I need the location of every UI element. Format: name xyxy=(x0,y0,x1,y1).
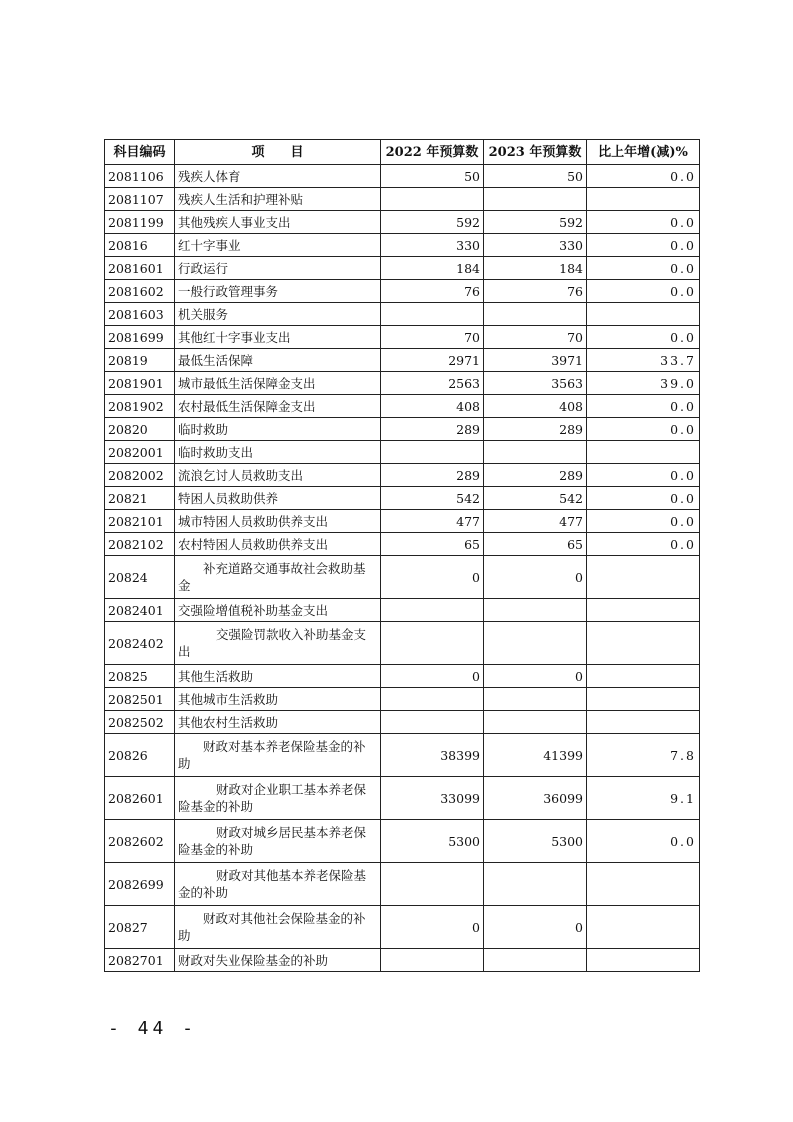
budget-2022 xyxy=(381,622,484,665)
table-row xyxy=(105,665,700,688)
budget-2023: 408 xyxy=(484,395,587,418)
change-percent xyxy=(587,303,700,326)
item-name: 交强险罚款收入补助基金支出 xyxy=(175,622,381,665)
budget-2023: 477 xyxy=(484,510,587,533)
change-percent xyxy=(587,441,700,464)
header-change-percent: 比上年增(减)% xyxy=(587,140,700,165)
table-row xyxy=(105,326,700,349)
change-percent xyxy=(587,711,700,734)
change-percent: 0.0 xyxy=(587,510,700,533)
subject-code: 20826 xyxy=(105,734,175,777)
change-percent: 0.0 xyxy=(587,418,700,441)
budget-2022: 408 xyxy=(381,395,484,418)
subject-code: 2081106 xyxy=(105,165,175,188)
budget-2023: 3971 xyxy=(484,349,587,372)
budget-2023: 3563 xyxy=(484,372,587,395)
item-name: 财政对企业职工基本养老保险基金的补助 xyxy=(175,777,381,820)
budget-2023: 330 xyxy=(484,234,587,257)
table-row xyxy=(105,395,700,418)
subject-code: 2081199 xyxy=(105,211,175,234)
table-row xyxy=(105,234,700,257)
budget-2022 xyxy=(381,949,484,972)
item-name: 农村最低生活保障金支出 xyxy=(175,395,381,418)
subject-code: 20821 xyxy=(105,487,175,510)
change-percent xyxy=(587,949,700,972)
item-name: 补充道路交通事故社会救助基金 xyxy=(175,556,381,599)
budget-2023 xyxy=(484,688,587,711)
budget-2022: 542 xyxy=(381,487,484,510)
table-header-row xyxy=(105,140,700,165)
item-name: 残疾人体育 xyxy=(175,165,381,188)
budget-2022: 38399 xyxy=(381,734,484,777)
subject-code: 2081107 xyxy=(105,188,175,211)
table-row xyxy=(105,556,700,599)
subject-code: 20816 xyxy=(105,234,175,257)
item-name: 农村特困人员救助供养支出 xyxy=(175,533,381,556)
budget-2022: 76 xyxy=(381,280,484,303)
subject-code: 2082602 xyxy=(105,820,175,863)
table-row xyxy=(105,487,700,510)
table-row xyxy=(105,688,700,711)
subject-code: 2082102 xyxy=(105,533,175,556)
change-percent xyxy=(587,622,700,665)
item-name: 临时救助支出 xyxy=(175,441,381,464)
budget-2023: 0 xyxy=(484,556,587,599)
budget-2022: 289 xyxy=(381,418,484,441)
item-name: 流浪乞讨人员救助支出 xyxy=(175,464,381,487)
budget-2023: 592 xyxy=(484,211,587,234)
item-name: 财政对其他社会保险基金的补助 xyxy=(175,906,381,949)
budget-2023: 0 xyxy=(484,665,587,688)
table-row xyxy=(105,372,700,395)
budget-2023 xyxy=(484,949,587,972)
change-percent: 0.0 xyxy=(587,165,700,188)
budget-2023: 36099 xyxy=(484,777,587,820)
table-row xyxy=(105,599,700,622)
item-name: 财政对城乡居民基本养老保险基金的补助 xyxy=(175,820,381,863)
subject-code: 2081601 xyxy=(105,257,175,280)
table-row xyxy=(105,711,700,734)
change-percent: 0.0 xyxy=(587,820,700,863)
item-name: 残疾人生活和护理补贴 xyxy=(175,188,381,211)
change-percent: 7.8 xyxy=(587,734,700,777)
change-percent xyxy=(587,688,700,711)
subject-code: 2082002 xyxy=(105,464,175,487)
change-percent: 0.0 xyxy=(587,487,700,510)
change-percent: 9.1 xyxy=(587,777,700,820)
item-name: 其他生活救助 xyxy=(175,665,381,688)
change-percent: 0.0 xyxy=(587,326,700,349)
change-percent xyxy=(587,863,700,906)
change-percent: 33.7 xyxy=(587,349,700,372)
change-percent: 0.0 xyxy=(587,464,700,487)
table-row xyxy=(105,257,700,280)
item-name: 机关服务 xyxy=(175,303,381,326)
table-row xyxy=(105,441,700,464)
subject-code: 20827 xyxy=(105,906,175,949)
budget-2023: 70 xyxy=(484,326,587,349)
table-row xyxy=(105,211,700,234)
item-name: 最低生活保障 xyxy=(175,349,381,372)
subject-code: 20820 xyxy=(105,418,175,441)
change-percent xyxy=(587,188,700,211)
table-row xyxy=(105,533,700,556)
subject-code: 2081902 xyxy=(105,395,175,418)
subject-code: 2082401 xyxy=(105,599,175,622)
budget-2022: 2971 xyxy=(381,349,484,372)
item-name: 财政对其他基本养老保险基金的补助 xyxy=(175,863,381,906)
table-row xyxy=(105,863,700,906)
subject-code: 2081603 xyxy=(105,303,175,326)
budget-2022 xyxy=(381,599,484,622)
subject-code: 2081699 xyxy=(105,326,175,349)
subject-code: 2082701 xyxy=(105,949,175,972)
budget-2023 xyxy=(484,863,587,906)
budget-2022: 33099 xyxy=(381,777,484,820)
subject-code: 2081602 xyxy=(105,280,175,303)
budget-2022: 65 xyxy=(381,533,484,556)
page-number: - 44 - xyxy=(108,1018,198,1039)
budget-2022: 184 xyxy=(381,257,484,280)
table-row xyxy=(105,165,700,188)
subject-code: 2081901 xyxy=(105,372,175,395)
table-row xyxy=(105,734,700,777)
header-budget-2023: 2023 年预算数 xyxy=(484,140,587,165)
change-percent xyxy=(587,556,700,599)
table-row xyxy=(105,949,700,972)
budget-2023 xyxy=(484,622,587,665)
budget-2022 xyxy=(381,711,484,734)
table-row xyxy=(105,510,700,533)
change-percent xyxy=(587,599,700,622)
budget-2022: 0 xyxy=(381,665,484,688)
table-row xyxy=(105,280,700,303)
item-name: 交强险增值税补助基金支出 xyxy=(175,599,381,622)
budget-2022 xyxy=(381,303,484,326)
item-name: 其他农村生活救助 xyxy=(175,711,381,734)
budget-2023: 0 xyxy=(484,906,587,949)
change-percent: 0.0 xyxy=(587,257,700,280)
budget-2023: 5300 xyxy=(484,820,587,863)
budget-2022: 50 xyxy=(381,165,484,188)
change-percent xyxy=(587,906,700,949)
item-name: 行政运行 xyxy=(175,257,381,280)
budget-2023: 542 xyxy=(484,487,587,510)
table-row xyxy=(105,777,700,820)
budget-2023: 76 xyxy=(484,280,587,303)
budget-2023: 50 xyxy=(484,165,587,188)
change-percent: 0.0 xyxy=(587,280,700,303)
subject-code: 2082402 xyxy=(105,622,175,665)
item-name: 红十字事业 xyxy=(175,234,381,257)
subject-code: 20825 xyxy=(105,665,175,688)
table-row xyxy=(105,622,700,665)
table-row xyxy=(105,349,700,372)
change-percent: 0.0 xyxy=(587,211,700,234)
table-row xyxy=(105,303,700,326)
change-percent: 0.0 xyxy=(587,533,700,556)
table-row xyxy=(105,464,700,487)
header-budget-2022: 2022 年预算数 xyxy=(381,140,484,165)
budget-2022: 70 xyxy=(381,326,484,349)
budget-2023 xyxy=(484,303,587,326)
budget-2022 xyxy=(381,863,484,906)
budget-2022: 330 xyxy=(381,234,484,257)
budget-2022: 5300 xyxy=(381,820,484,863)
budget-2022: 0 xyxy=(381,556,484,599)
header-item: 项 目 xyxy=(175,140,381,165)
item-name: 特困人员救助供养 xyxy=(175,487,381,510)
table-row xyxy=(105,188,700,211)
subject-code: 20824 xyxy=(105,556,175,599)
table-row xyxy=(105,418,700,441)
change-percent: 0.0 xyxy=(587,234,700,257)
item-name: 一般行政管理事务 xyxy=(175,280,381,303)
subject-code: 2082001 xyxy=(105,441,175,464)
item-name: 财政对失业保险基金的补助 xyxy=(175,949,381,972)
budget-2023: 289 xyxy=(484,464,587,487)
budget-2023 xyxy=(484,441,587,464)
change-percent: 0.0 xyxy=(587,395,700,418)
budget-2022: 592 xyxy=(381,211,484,234)
budget-2023 xyxy=(484,188,587,211)
budget-2023: 41399 xyxy=(484,734,587,777)
subject-code: 2082601 xyxy=(105,777,175,820)
item-name: 其他红十字事业支出 xyxy=(175,326,381,349)
table-row xyxy=(105,820,700,863)
budget-2023: 184 xyxy=(484,257,587,280)
change-percent: 39.0 xyxy=(587,372,700,395)
budget-2022 xyxy=(381,188,484,211)
budget-2023 xyxy=(484,711,587,734)
item-name: 财政对基本养老保险基金的补助 xyxy=(175,734,381,777)
header-subject-code: 科目编码 xyxy=(105,140,175,165)
budget-2022: 2563 xyxy=(381,372,484,395)
item-name: 其他残疾人事业支出 xyxy=(175,211,381,234)
budget-2022: 477 xyxy=(381,510,484,533)
item-name: 城市最低生活保障金支出 xyxy=(175,372,381,395)
subject-code: 2082699 xyxy=(105,863,175,906)
subject-code: 20819 xyxy=(105,349,175,372)
budget-2023 xyxy=(484,599,587,622)
subject-code: 2082101 xyxy=(105,510,175,533)
budget-2023: 289 xyxy=(484,418,587,441)
item-name: 其他城市生活救助 xyxy=(175,688,381,711)
change-percent xyxy=(587,665,700,688)
budget-2022: 0 xyxy=(381,906,484,949)
subject-code: 2082501 xyxy=(105,688,175,711)
budget-2022: 289 xyxy=(381,464,484,487)
budget-2023: 65 xyxy=(484,533,587,556)
table-row xyxy=(105,906,700,949)
item-name: 临时救助 xyxy=(175,418,381,441)
item-name: 城市特困人员救助供养支出 xyxy=(175,510,381,533)
budget-2022 xyxy=(381,688,484,711)
subject-code: 2082502 xyxy=(105,711,175,734)
budget-table xyxy=(104,139,700,972)
budget-2022 xyxy=(381,441,484,464)
